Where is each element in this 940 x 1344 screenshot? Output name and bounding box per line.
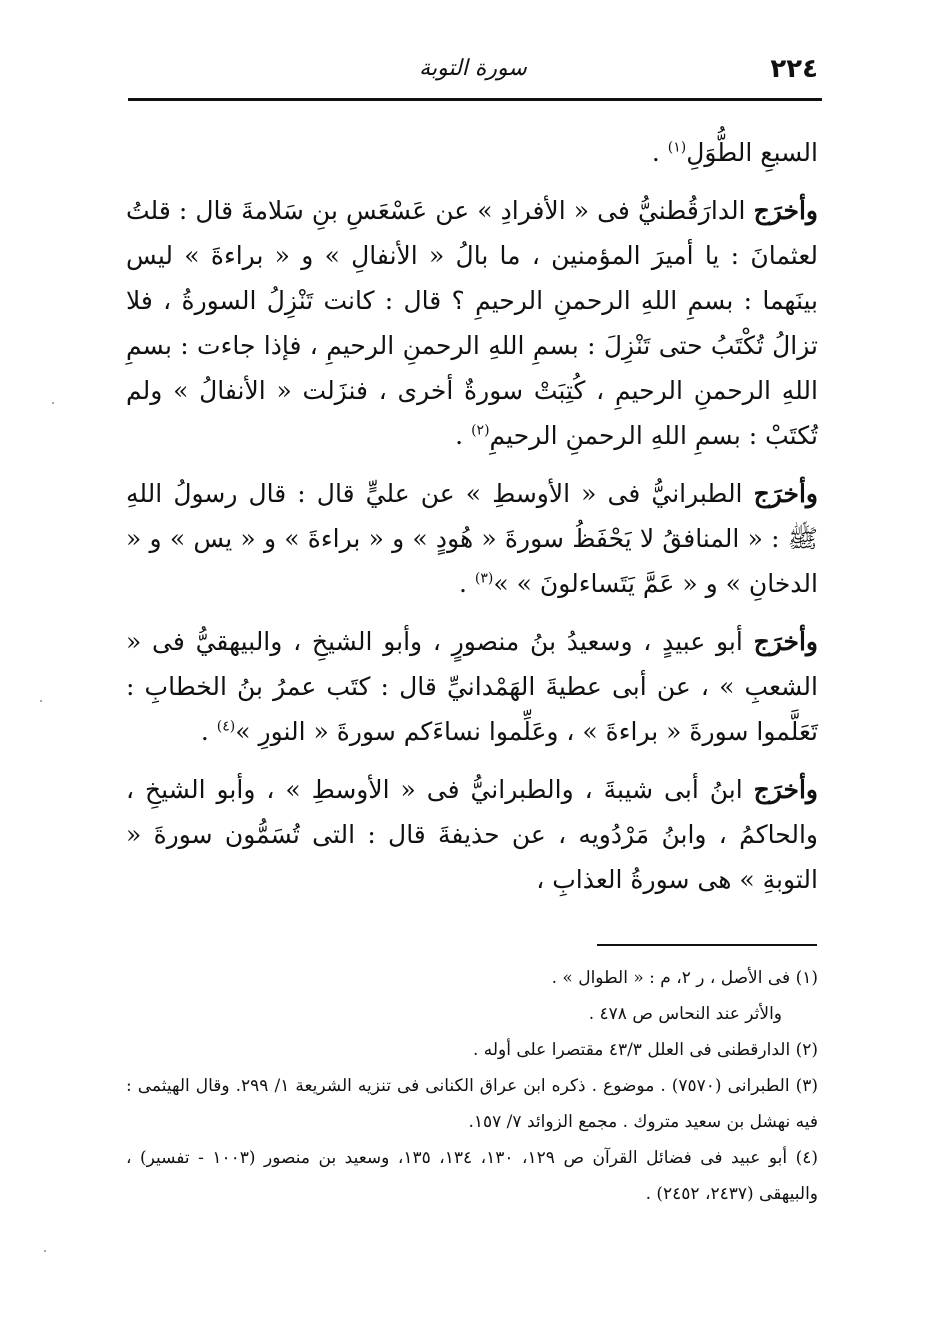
footnote-reference: (١) [667, 139, 687, 156]
paragraph-text: ابنُ أبى شيبةَ ، والطبرانيُّ فى « الأوسطِ » ، وأبو الشيخِ ، والحاكمُ ، وابنُ مَرْدُويه ، عن حذيفةَ قال : التى تُسَمُّون سورةَ « التوبةِ » هى سورةُ العذابِ ، [126, 775, 818, 894]
footnote-reference: (٢) [471, 422, 490, 439]
running-title: سورة التوبة [419, 56, 527, 81]
paragraph-lead: وأخرَج [753, 627, 818, 656]
footnote-reference: (٤) [216, 718, 236, 735]
footnote-separator [597, 944, 817, 946]
header-rule [128, 98, 822, 101]
paragraph [126, 188, 818, 458]
footnote: (١) فى الأصل ، ر ٢، م : « الطوال » . [551, 968, 818, 988]
page-header [128, 48, 818, 94]
footnote-continuation: والأثر عند النحاس ص ٤٧٨ . [588, 1004, 782, 1024]
scan-speck [44, 1250, 46, 1252]
footnote: (٣) الطبرانى (٧٥٧٠) . موضوع . ذكره ابن عراق الكنانى فى تنزيه الشريعة ١/ ٢٩٩. وقال الهيثمى : فيه نهشل بن سعيد متروك . مجمع الزوائد ٧/ ١٥٧. [126, 1076, 818, 1132]
paragraph-text: السبعِ الطُّوَلِ [686, 138, 818, 167]
paragraph-text: الطبرانيُّ فى « الأوسطِ » عن عليٍّ قال : قال رسولُ اللهِ ﷺ : « المنافقُ لا يَحْفَظُ سورةَ « هُودٍ » و « براءةَ » و « يس » و « الدخانِ » و « عَمَّ يَتَساءلونَ » » [126, 479, 818, 598]
paragraph-tail: . [200, 717, 217, 746]
paragraph [126, 471, 818, 606]
paragraph-lead: وأخرَج [753, 196, 818, 225]
paragraph-tail: . [455, 421, 472, 450]
footnotes [126, 960, 818, 1212]
paragraph-tail: . [651, 138, 668, 167]
footnote: (٤) أبو عبيد فى فضائل القرآن ص ١٢٩، ١٣٠، ١٣٤، ١٣٥، وسعيد بن منصور (١٠٠٣ - تفسير) ، والبيهقى (٢٤٣٧، ٢٤٥٢) . [126, 1148, 818, 1204]
footnote: (٢) الدارقطنى فى العلل ٤٣/٣ مقتصرا على أوله . [472, 1040, 818, 1060]
scan-speck [40, 700, 42, 702]
paragraph-lead: وأخرَج [753, 775, 818, 804]
scan-speck [52, 402, 54, 404]
paragraph-text: أبو عبيدٍ ، وسعيدُ بنُ منصورٍ ، وأبو الشيخِ ، والبيهقيُّ فى « الشعبِ » ، عن أبى عطيةَ الهَمْدانيِّ قال : كتَب عمرُ بنُ الخطابِ : تَعَلَّموا سورةَ « براءةَ » ، وعَلِّموا نساءَكم سورةَ « النورِ » [126, 627, 818, 746]
paragraph-tail: . [459, 569, 475, 598]
footnote-reference: (٣) [474, 570, 494, 587]
paragraph-lead: وأخرَج [753, 479, 818, 508]
paragraph [126, 130, 818, 175]
main-text [126, 130, 818, 915]
paragraph [126, 619, 818, 754]
paragraph [126, 767, 818, 902]
paragraph-text: الدارَقُطنيُّ فى « الأفرادِ » عن عَسْعَسِ بنِ سَلامةَ قال : قلتُ لعثمانَ : يا أميرَ المؤمنين ، ما بالُ « الأنفالِ » و « براءةَ » ليس بينَهما : بسمِ اللهِ الرحمنِ الرحيمِ ؟ قال : كانت تَنْزِلُ السورةُ ، فلا تزالُ تُكْتَبُ حتى تَنْزِلَ : بسمِ اللهِ الرحمنِ الرحيمِ ، فإذا جاءت : بسمِ اللهِ الرحمنِ الرحيمِ ، كُتِبَتْ سورةٌ أخرى ، فنزَلت « الأنفالُ » ولم تُكتَبْ : بسمِ اللهِ الرحمنِ الرحيمِ [126, 196, 818, 450]
page-number: ٢٢٤ [770, 54, 818, 84]
